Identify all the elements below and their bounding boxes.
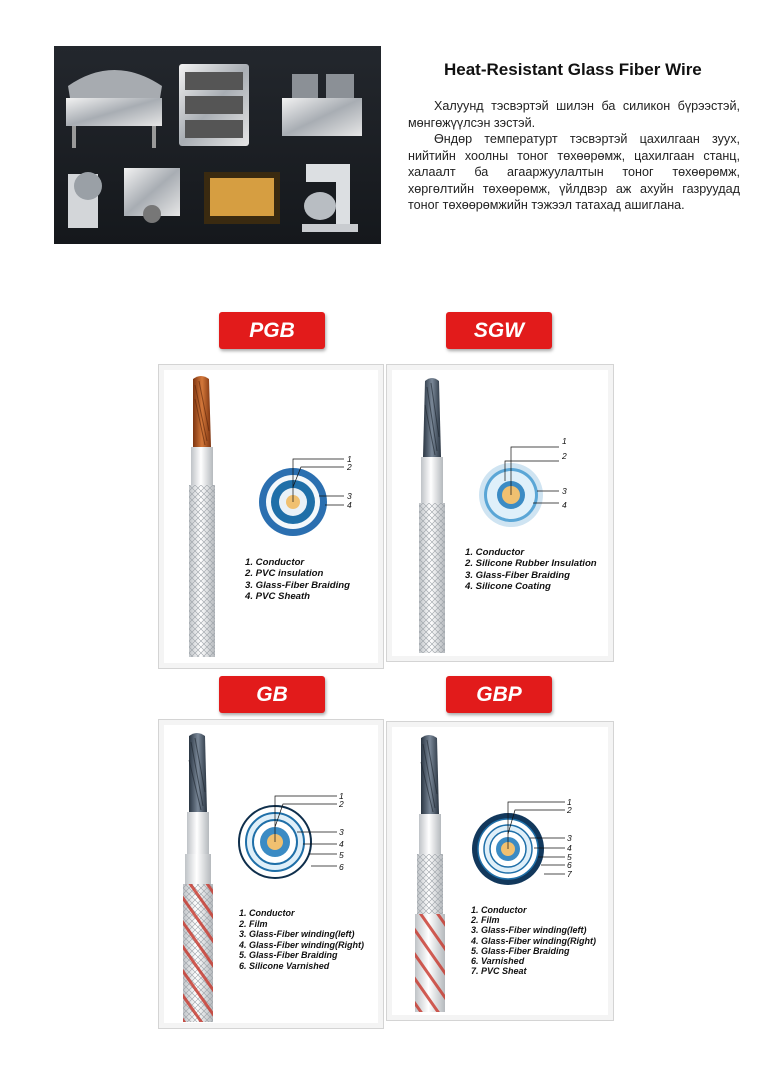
pgb-insulation <box>191 447 213 485</box>
description-paragraph-2: Өндөр температурт тэсвэртэй цахилгаан зуух, нийтийн хоолны тоног төхөөрөмж, цахилгаан станц, халаалт ба агааржуулалтын тоног төхөөрөмж, хөргөлтийн төхөөрөмж, үйлдвэр аж ахуйн газруудад тоног төхөөрөмжийн тэжээл татахад ашиглана. <box>408 132 740 212</box>
page-title: Heat-Resistant Glass Fiber Wire <box>444 60 702 79</box>
gb-callout-4: 4 <box>339 839 344 849</box>
product-panel-sgw <box>386 364 614 662</box>
pgb-callout-1: 1 <box>347 454 352 464</box>
oven-image <box>179 64 249 146</box>
pgb-layer-2: 2. PVC insulation <box>245 568 324 580</box>
sgw-insulation <box>421 457 443 503</box>
gbp-layer-4: 4. Glass-Fiber winding(Right) <box>471 935 597 946</box>
cable-sgw-illustration <box>387 365 613 661</box>
badge-sgw: SGW <box>446 312 552 349</box>
gbp-layer-5: 5. Glass-Fiber Braiding <box>471 945 570 956</box>
gb-layer-5: 5. Glass-Fiber Braiding <box>239 950 338 961</box>
gbp-callout-1: 1 <box>567 797 572 807</box>
gb-callout-6: 6 <box>339 862 344 872</box>
description <box>408 98 740 214</box>
gbp-legend <box>471 905 596 976</box>
gb-layer-4: 4. Glass-Fiber winding(Right) <box>239 939 365 950</box>
cable-pgb-illustration <box>159 365 383 668</box>
meat-grinder-image <box>124 168 180 223</box>
gb-callout-5: 5 <box>339 850 344 860</box>
pgb-layer-1: 1. Conductor <box>245 557 305 568</box>
gbp-film <box>419 814 441 854</box>
gbp-layer-7: 7. PVC Sheat <box>471 966 527 977</box>
sgw-layer-1: 1. Conductor <box>465 547 525 558</box>
gb-layer-3: 3. Glass-Fiber winding(left) <box>239 929 355 940</box>
gbp-callout-6: 6 <box>567 860 572 870</box>
sgw-callout-4: 4 <box>562 500 567 510</box>
gbp-callout-7: 7 <box>567 869 572 879</box>
sgw-legend <box>465 547 597 592</box>
gb-layer-6: 6. Silicone Varnished <box>239 960 330 971</box>
gb-layer-1: 1. Conductor <box>239 908 295 918</box>
pgb-callout-4: 4 <box>347 500 352 510</box>
sgw-layer-3: 3. Glass-Fiber Braiding <box>465 569 571 581</box>
gbp-layer-2: 2. Film <box>471 915 500 926</box>
pgb-callout-3: 3 <box>347 491 352 501</box>
cable-gb-illustration <box>159 720 383 1028</box>
sgw-callout-3: 3 <box>562 486 567 496</box>
gb-film <box>187 812 209 854</box>
product-panel-gb <box>158 719 384 1029</box>
badge-pgb: PGB <box>219 312 325 349</box>
gbp-callout-5: 5 <box>567 852 572 862</box>
gb-legend <box>239 908 364 972</box>
sgw-callout-2: 2 <box>562 451 567 461</box>
pgb-layer-4: 4. PVC Sheath <box>245 590 311 602</box>
food-warmer-image <box>204 172 280 224</box>
meat-slicer-image <box>68 172 102 228</box>
gbp-layer-3: 3. Glass-Fiber winding(left) <box>471 925 587 936</box>
gbp-layer-1: 1. Conductor <box>471 905 527 915</box>
sgw-callout-1: 1 <box>562 436 567 446</box>
gbp-layer-6: 6. Varnished <box>471 956 525 967</box>
pgb-legend <box>245 557 350 602</box>
equipment-photo-collage <box>54 46 381 244</box>
badge-gbp: GBP <box>446 676 552 713</box>
pgb-callout-2: 2 <box>347 462 352 472</box>
equipment-illustrations <box>54 46 381 244</box>
description-paragraph-1: Халуунд тэсвэртэй шилэн ба силикон бүрээстэй, мөнгөжүүлсэн зэстэй. <box>408 99 740 130</box>
gbp-callout-2: 2 <box>567 805 572 815</box>
product-panel-pgb <box>158 364 384 669</box>
gbp-callout-3: 3 <box>567 833 572 843</box>
badge-gb: GB <box>219 676 325 713</box>
pgb-layer-3: 3. Glass-Fiber Braiding <box>245 579 351 591</box>
product-panel-gbp <box>386 721 614 1021</box>
sgw-layer-4: 4. Silicone Coating <box>465 580 551 592</box>
gbp-callout-4: 4 <box>567 843 572 853</box>
gb-callout-1: 1 <box>339 791 344 801</box>
gb-layer-2: 2. Film <box>239 918 268 929</box>
sgw-layer-2: 2. Silicone Rubber Insulation <box>465 558 597 570</box>
gb-callout-2: 2 <box>339 799 344 809</box>
gb-callout-3: 3 <box>339 827 344 837</box>
